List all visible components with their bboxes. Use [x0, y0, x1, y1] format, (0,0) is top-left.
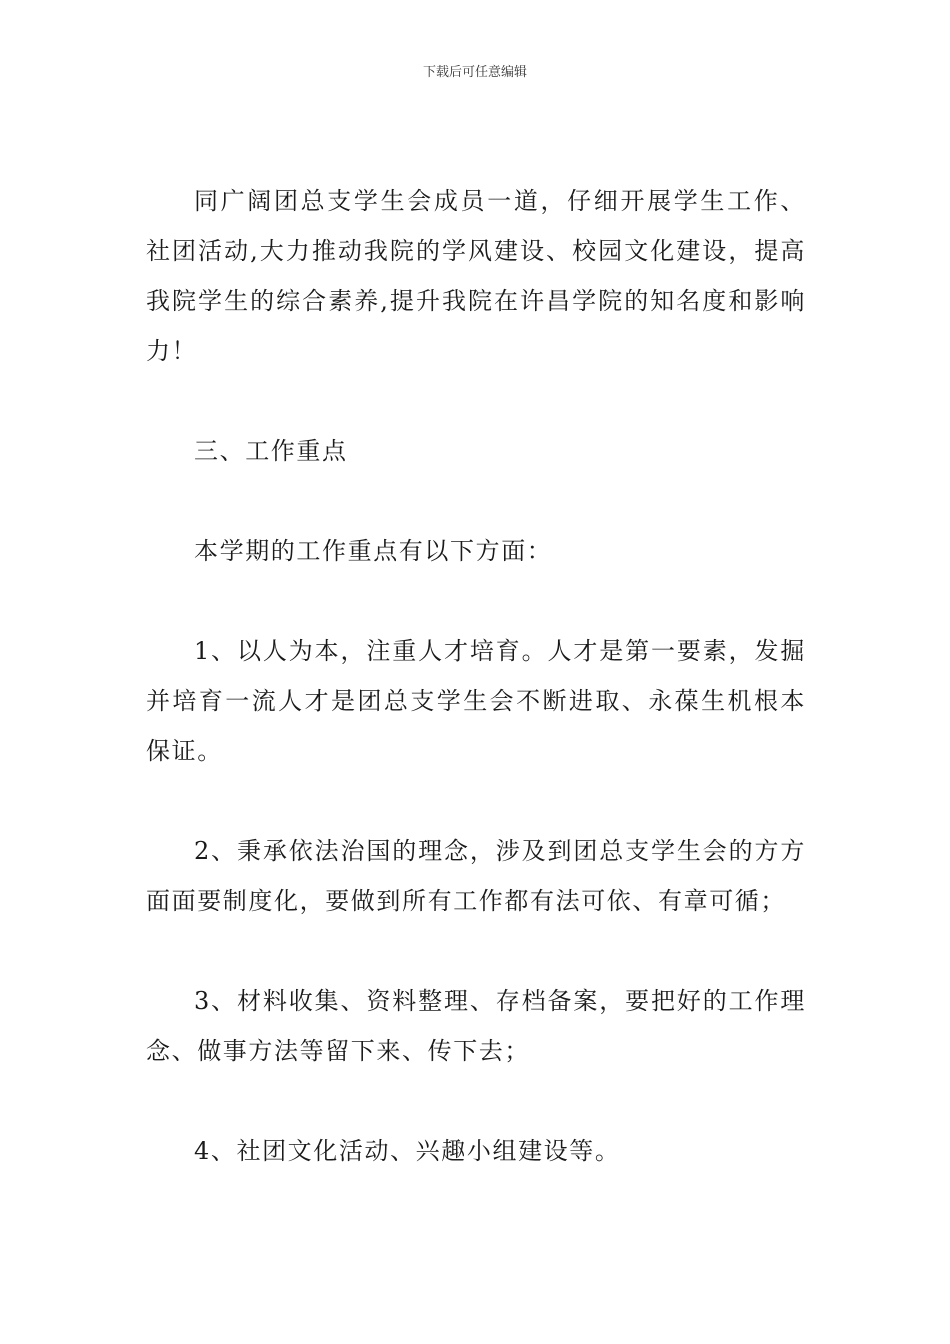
list-item-4: 4、社团文化活动、兴趣小组建设等。 [194, 1137, 621, 1165]
document-body [146, 176, 806, 1176]
list-item-2: 2、秉承依法治国的理念，涉及到团总支学生会的方方面面要制度化，要做到所有工作都有法可依、有章可循； [146, 837, 806, 915]
paragraph-intro: 同广阔团总支学生会成员一道，仔细开展学生工作、社团活动,大力推动我院的学风建设、校园文化建设，提高我院学生的综合素养,提升我院在许昌学院的知名度和影响力！ [146, 187, 806, 365]
page-header: 下载后可任意编辑 [422, 65, 527, 80]
list-item-1: 1、以人为本，注重人才培育。人才是第一要素，发掘并培育一流人才是团总支学生会不断进取、永葆生机根本保证。 [146, 637, 806, 765]
paragraph-focus-intro: 本学期的工作重点有以下方面： [194, 537, 553, 565]
list-item-3: 3、材料收集、资料整理、存档备案，要把好的工作理念、做事方法等留下来、传下去； [146, 987, 806, 1065]
section-heading: 三、工作重点 [194, 437, 348, 465]
